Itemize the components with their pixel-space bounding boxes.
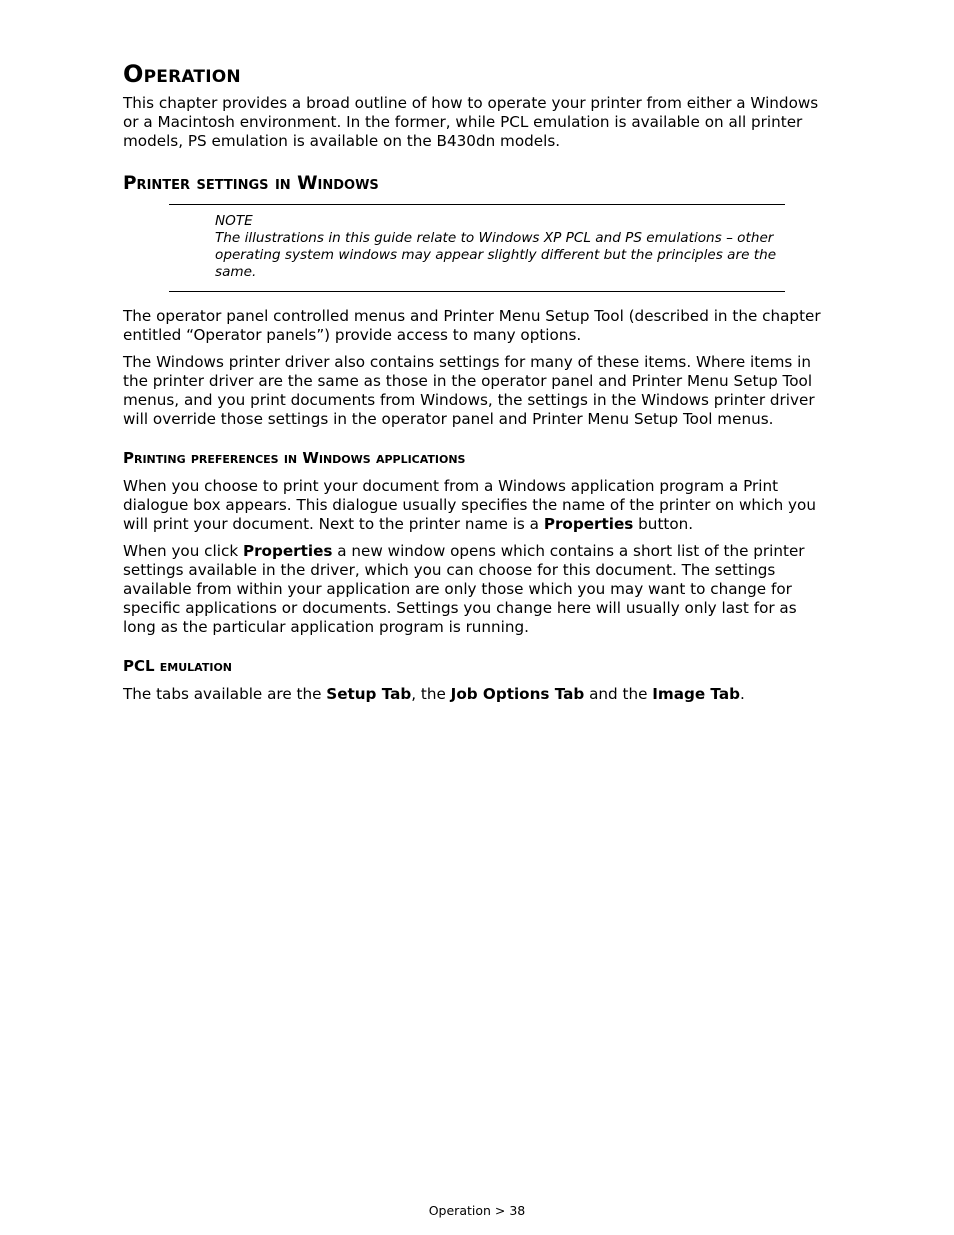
bold-term: Job Options Tab [450,685,585,703]
paragraph: The operator panel controlled menus and Printer Menu Setup Tool (described in the chapter entitled “Operator panels”) provide access to many options. [123,307,821,344]
section-heading-pcl-emulation: PCL emulation [123,657,232,675]
page-footer: Operation > 38 [428,1203,526,1218]
note-box [169,204,785,292]
intro-paragraph: This chapter provides a broad outline of how to operate your printer from either a Windows or a Macintosh environment. In the former, while PCL emulation is available on all printer models, PS emulation is available on the B430dn models. [123,94,819,150]
note-text: The illustrations in this guide relate to Windows XP PCL and PS emulations – other operating system windows may appear slightly different but the principles are the same. [215,230,777,280]
bold-term: Setup Tab [326,685,412,703]
note-label: NOTE [215,213,253,229]
page-title: Operation [123,60,241,88]
bold-term: Properties [242,542,333,560]
bold-term: Image Tab [652,685,740,703]
page-content [123,60,833,712]
section-heading-printer-settings: Printer settings in Windows [123,173,379,194]
paragraph: The tabs available are the Setup Tab, the Job Options Tab and the Image Tab. [123,685,745,703]
paragraph: The Windows printer driver also contains settings for many of these items. Where items in the printer driver are the same as those in the operator panel and Printer Menu Setup Tool menus, and you print documents from Windows, the settings in the Windows printer driver will override those settings in the operator panel and Printer Menu Setup Tool menus. [123,353,815,428]
paragraph: When you click Properties a new window opens which contains a short list of the printer settings available in the driver, which you can choose for this document. The settings available from within your application are only those which you may want to change for specific applications or documents. Settings you change here will usually only last for as long as the particular application program is running. [123,542,805,636]
bold-term: Properties [543,515,634,533]
paragraph: When you choose to print your document from a Windows application program a Print dialogue box appears. This dialogue usually specifies the name of the printer on which you will print your document. Next to the printer name is a Properties button. [123,477,816,533]
section-heading-printing-preferences: Printing preferences in Windows applications [123,449,466,467]
